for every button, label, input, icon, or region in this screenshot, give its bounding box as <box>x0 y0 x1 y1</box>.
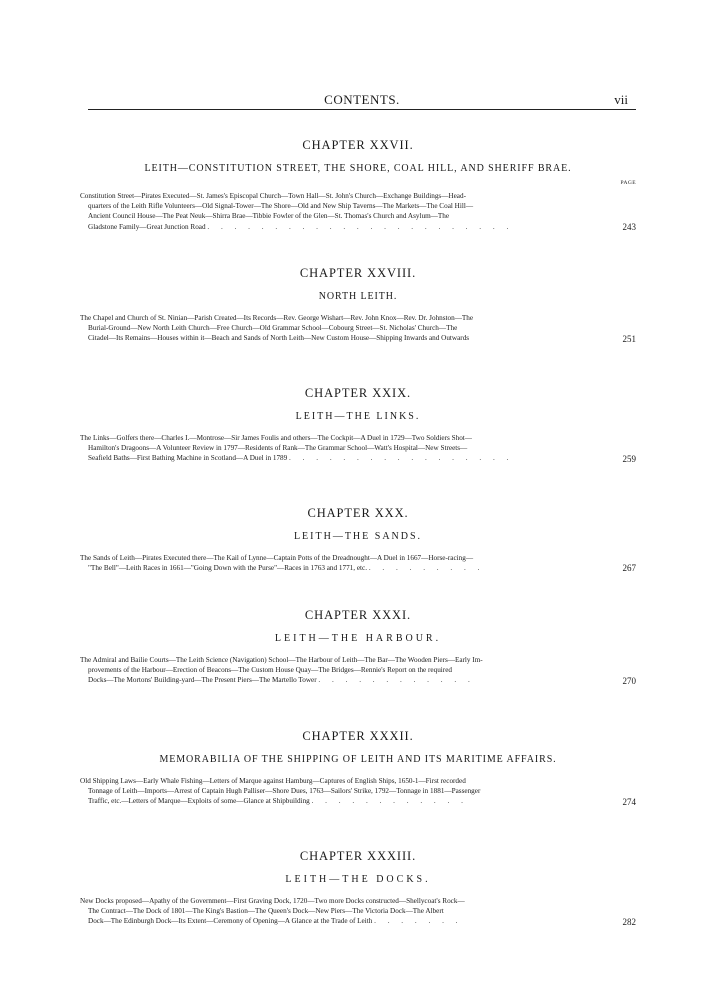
chapter-heading: CHAPTER XXX. <box>307 506 409 520</box>
chapter-subtitle: LEITH—THE SANDS. <box>293 531 423 542</box>
summary-line-text: Gladstone Family—Great Junction Road <box>88 222 206 231</box>
summary-line <box>80 563 608 573</box>
summary-line: Constitution Street—Pirates Executed—St. James's Episcopal Church—Town Hall—St. John's Church—Exchange Buildings—Head- <box>80 192 466 200</box>
chapter-page-number: 282 <box>622 916 636 927</box>
summary-line: The Admiral and Bailie Courts—The Leith Science (Navigation) School—The Harbour of Leith—The Bar—The Wooden Piers—Early Im- <box>80 656 483 664</box>
chapter-heading: CHAPTER XXIX. <box>304 386 412 400</box>
summary-line: New Docks proposed—Apathy of the Government—First Graving Dock, 1720—Two more Docks constructed—Shellycoat's Rock— <box>80 897 465 905</box>
summary-line-text: Seafield Baths—First Bathing Machine in Scotland—A Duel in 1789 <box>88 454 288 463</box>
summary-line: The Links—Golfers there—Charles I.—Montrose—Sir James Foulis and others—The Cockpit—A Duel in 1729—Two Soldiers Shot— <box>80 434 472 442</box>
chapter-page-number: 270 <box>622 675 636 686</box>
chapter-entry-xxxi <box>80 607 636 686</box>
chapter-summary <box>80 313 636 344</box>
chapter-entry-xxxiii <box>80 848 636 927</box>
chapter-heading: CHAPTER XXVIII. <box>299 266 417 280</box>
dot-leader: . . . . . . . . . . . . <box>318 676 475 685</box>
chapter-entry-xxix <box>80 385 636 464</box>
dot-leader: . . . . . . . . . . . . <box>311 797 468 806</box>
chapter-page-number: 267 <box>622 563 636 574</box>
chapter-entry-xxviii <box>80 265 636 344</box>
chapter-heading: CHAPTER XXVII. <box>302 138 414 152</box>
chapter-subtitle: NORTH LEITH. <box>318 291 398 302</box>
summary-line: Hamilton's Dragoons—A Volunteer Review in 1797—Residents of Rank—The Grammar School—Watt's Hospital—New Streets— <box>88 444 468 453</box>
chapter-summary <box>80 433 636 464</box>
chapter-summary <box>80 655 636 686</box>
summary-line <box>80 916 608 926</box>
chapter-summary <box>80 191 636 232</box>
summary-line: Tonnage of Leith—Imports—Arrest of Captain Hugh Palliser—Shore Dues, 1763—Sailors' Strike, 1792—Tonnage in 1881—Passenger <box>88 787 481 796</box>
summary-line: Ancient Council House—The Peat Neuk—Shirra Brae—Tibbie Fowler of the Glen—St. Thomas's Church and Asylum—The <box>88 212 450 221</box>
dot-leader: . . . . . . . . . . . . . . . . . <box>289 454 514 463</box>
chapter-page-number: 243 <box>622 221 636 232</box>
page-column-label: PAGE <box>620 180 636 186</box>
chapter-summary <box>80 776 636 807</box>
summary-line: Burial-Ground—New North Leith Church—Free Church—Old Grammar School—Cobourg Street—St. Nicholas' Church—The <box>88 324 458 333</box>
chapter-entry-xxx <box>80 505 636 573</box>
chapter-summary <box>80 553 636 573</box>
dot-leader: . . . . . . . <box>374 917 463 926</box>
summary-line-text: Traffic, etc.—Letters of Marque—Exploits of some—Glance at Shipbuilding <box>88 797 310 806</box>
summary-line: quarters of the Leith Rifle Volunteers—Old Signal-Tower—The Shore—Old and New Ship Taverns—The Markets—The Coal Hill— <box>88 202 474 211</box>
chapter-subtitle: LEITH—THE HARBOUR. <box>274 633 442 644</box>
summary-line: provements of the Harbour—Erection of Beacons—The Custom House Quay—The Bridges—Rennie's Report on the required <box>88 666 452 675</box>
running-head-page-number: vii <box>614 92 628 107</box>
summary-line <box>80 222 608 232</box>
dot-leader: . . . . . . . . . . . . . . . . . . . . . . . <box>207 222 514 231</box>
chapter-subtitle: LEITH—CONSTITUTION STREET, THE SHORE, COAL HILL, AND SHERIFF BRAE. <box>144 163 572 174</box>
summary-line <box>80 675 608 685</box>
summary-line <box>80 796 608 806</box>
summary-line: Citadel—Its Remains—Houses within it—Beach and Sands of North Leith—New Custom House—Shipping Inwards and Outwards <box>88 334 470 343</box>
chapter-entry-xxxii <box>80 728 636 807</box>
chapter-summary <box>80 896 636 927</box>
chapter-subtitle: LEITH—THE LINKS. <box>295 411 421 422</box>
chapter-subtitle: MEMORABILIA OF THE SHIPPING OF LEITH AND ITS MARITIME AFFAIRS. <box>159 754 557 765</box>
summary-line-text: Dock—The Edinburgh Dock—Its Extent—Ceremony of Opening—A Glance at the Trade of Leith <box>88 917 373 926</box>
chapter-subtitle: LEITH—THE DOCKS. <box>285 874 431 885</box>
chapter-heading: CHAPTER XXXII. <box>302 729 414 743</box>
summary-line-text: Docks—The Mortons' Building-yard—The Present Piers—The Martello Tower <box>88 676 317 685</box>
running-head-title: CONTENTS. <box>324 92 400 107</box>
dot-leader: . . . . . . . . . <box>368 564 485 573</box>
summary-line: The Chapel and Church of St. Ninian—Parish Created—Its Records—Rev. George Wishart—Rev. John Knox—Rev. Dr. Johnston—The <box>80 314 474 322</box>
summary-line <box>80 453 608 463</box>
running-head <box>88 92 636 110</box>
summary-line-text: "The Bell"—Leith Races in 1661—"Going Down with the Purse"—Races in 1763 and 1771, etc. <box>88 564 368 573</box>
chapter-page-number: 251 <box>622 333 636 344</box>
chapter-heading: CHAPTER XXXI. <box>304 608 412 622</box>
summary-line: The Sands of Leith—Pirates Executed there—The Kail of Lynne—Captain Potts of the Dreadnought—A Duel in 1667—Horse-racing— <box>80 554 474 562</box>
chapter-page-number: 259 <box>622 453 636 464</box>
header-rule <box>88 109 636 110</box>
summary-line: The Contract—The Dock of 1801—The King's Bastion—The Queen's Dock—New Piers—The Victoria Dock—The Albert <box>88 907 444 916</box>
chapter-page-number: 274 <box>622 796 636 807</box>
chapter-heading: CHAPTER XXXIII. <box>299 849 417 863</box>
summary-line: Old Shipping Laws—Early Whale Fishing—Letters of Marque against Hamburg—Captures of English Ships, 1650-1—First recorded <box>80 777 466 785</box>
chapter-entry-xxvii <box>80 137 636 232</box>
